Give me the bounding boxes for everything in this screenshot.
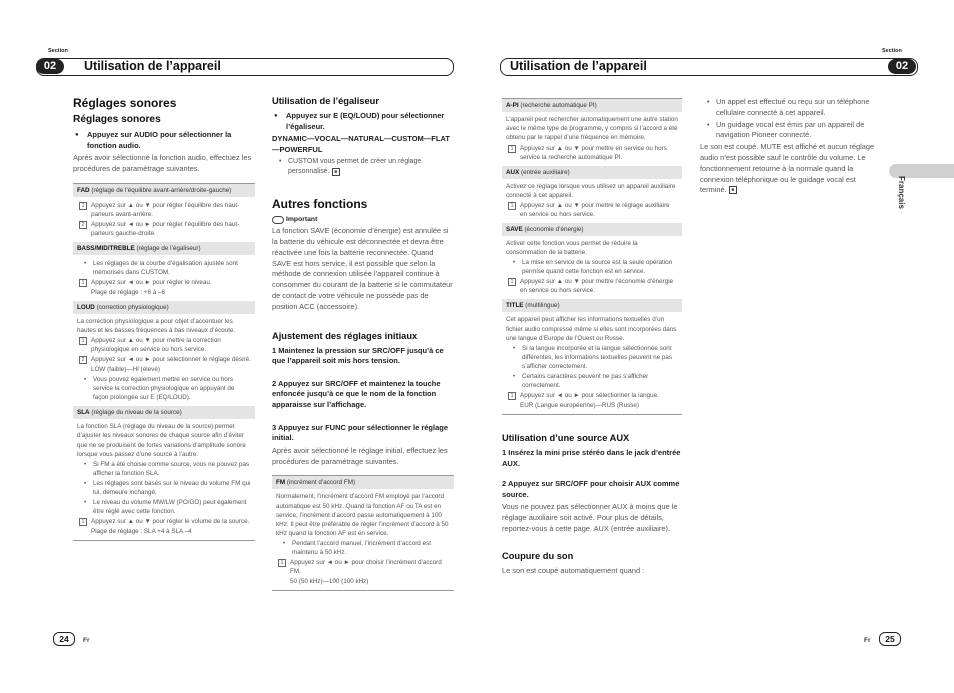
important-icon (272, 216, 284, 224)
column-2 (272, 96, 454, 595)
list-item: • Les réglages sont basés sur le niveau du volume FM qui lui, demeure inchangé. (77, 479, 251, 497)
heading-coupure-du-son: Coupure du son (502, 550, 574, 561)
page-number-right: 25 (879, 632, 901, 646)
step-item: 1 Appuyez sur ▲ ou ▼ pour mettre la correction physiologique en service ou hors service. (77, 336, 251, 354)
heading-reglages-initiaux: Ajustement des réglages initiaux (272, 330, 418, 341)
table-header: LOUD (correction physiologique) (73, 301, 255, 314)
section-label-left: Section (48, 48, 68, 54)
heading-egaliseur: Utilisation de l’égaliseur (272, 96, 379, 106)
list-item: • Les réglages de la courbe d’égalisation ajustée sont mémorisés dans CUSTOM. (77, 259, 251, 277)
table-body (73, 419, 255, 540)
table-body (502, 236, 682, 299)
sla-body: La fonction SLA (réglage du niveau de la source) permet d’ajuster les niveaux sonores de chaque source afin d’éviter que ne se produisent de fortes variations d’amplitude sonore lorsque vous passez d’une source à l’autre. (77, 423, 246, 458)
aux-body: Activez ce réglage lorsque vous utilisez un appareil auxiliaire connecté à cet appareil. (506, 182, 676, 199)
lang-code-right: Fr (864, 637, 871, 644)
table-header: FM (incrément d’accord FM) (272, 476, 454, 489)
aux-step-2: 2 Appuyez sur SRC/OFF pour choisir AUX comme source. (502, 479, 680, 499)
eq-list: DYNAMIC—VOCAL—NATURAL—CUSTOM—FLAT—POWERFUL (272, 134, 450, 154)
range-text: Plage de réglage : SLA +4 à SLA –4 (91, 528, 192, 535)
lang-code-left: Fr (83, 637, 90, 644)
heading-autres-fonctions: Autres fonctions (272, 197, 368, 212)
list-item: • Un appel est effectué ou reçu sur un téléphone cellulaire connecté à cet appareil. (700, 97, 878, 119)
step-item: 1 Appuyez sur ▲ ou ▼ pour mettre l’économie d’énergie en service ou hors service. (506, 277, 678, 295)
section-number-left: 02 (36, 59, 64, 74)
step-item: 1 Appuyez sur ▲ ou ▼ pour mettre le réglage auxiliaire en service ou hors service. (506, 201, 678, 219)
table-fm (272, 475, 454, 591)
eq-bullet: ● Appuyez sur E (EQ/LOUD) pour sélectionner l’égaliseur. (272, 111, 454, 132)
important-label: Important (272, 215, 454, 226)
list-item: • Pendant l’accord manuel, l’incrément d’accord est maintenu à 50 kHz. (276, 539, 450, 557)
column-3 (502, 98, 682, 577)
api-body: L’appareil peut rechercher automatiquement une autre station avec le même type de programme, y compris si l’accord a été obtenu par le rappel d’une fréquence en mémoire. (506, 116, 678, 142)
table-header: BASS/MID/TREBLE (réglage de l’égaliseur) (73, 242, 255, 255)
end-icon: ■ (332, 168, 340, 176)
table-header: TITLE (multilingue) (502, 299, 682, 312)
page-title-right: Utilisation de l’appareil (510, 59, 647, 73)
list-item: • Vous pouvez également mettre en service ou hors service la correction physiologique en appuyant de façon prolongée sur E (EQ/LOUD). (77, 375, 251, 402)
heading-reglages-sonores: Réglages sonores (73, 96, 177, 110)
step-item: 1 Appuyez sur ▲ ou ▼ pour régler l’équilibre des haut-parleurs avant-arrière. (77, 201, 251, 219)
list-item: • La mise en service de la source est la seule opération permise quand cette fonction est en service. (506, 258, 678, 276)
step-item: 1 Appuyez sur ◄ ou ► pour choisir l’incrément d’accord FM. (276, 558, 450, 576)
loud-body: La correction physiologique a pour objet d’accentuer les hautes et les basses fréquences à bas niveaux d’écoute. (77, 317, 236, 334)
values-text: EUR (Langue européenne)—RUS (Russe) (520, 402, 639, 410)
table-body (502, 179, 682, 223)
step-item: 2 Appuyez sur ◄ ou ► pour sélectionner le réglage désiré. (77, 355, 251, 364)
column-4 (700, 96, 878, 196)
init-step-3: 3 Appuyez sur FUNC pour sélectionner le réglage initial. (272, 422, 449, 443)
table-body (73, 255, 255, 301)
table-header: SAVE (économie d’énergie) (502, 223, 682, 236)
range-text: Plage de réglage : +6 à –6 (91, 288, 166, 296)
coupure-body: Le son est coupé automatiquement quand : (502, 565, 645, 575)
save-note: La fonction SAVE (économie d’énergie) est annulée si la batterie du véhicule est déconnectée et devra être réactivée une fois la batterie reconnectée. Quand SAVE est hors service, il est possible que selon la méthode de connexion utilisée l’appareil continue à consommer du courant de la batterie si le commutateur de contact de votre véhicule ne possède pas de position ACC (accessoire). (272, 226, 453, 311)
table-right (502, 98, 682, 415)
list-item: • Si FM a été choisie comme source, vous ne pouvez pas afficher la fonction SLA. (77, 460, 251, 478)
list-item: • Le niveau du volume MW/LW (PO/GO) peut également être réglé avec cette fonction. (77, 498, 251, 516)
levels-text: LOW (faible)—HI (élevé) (91, 366, 160, 374)
table-header: FAD (réglage de l’équilibre avant-arrière/droite-gauche) (73, 184, 255, 197)
column-1 (73, 96, 255, 545)
audio-intro: Après avoir sélectionné la fonction audio, effectuez les procédures de paramétrage suivantes. (73, 153, 252, 173)
init-body: Après avoir sélectionné le réglage initial, effectuez les procédures de paramétrage suivantes. (272, 445, 448, 466)
table-body (502, 312, 682, 414)
audio-bullet: ● Appuyez sur AUDIO pour sélectionner la fonction audio. (73, 130, 255, 151)
heading-source-aux: Utilisation d’une source AUX (502, 433, 630, 444)
list-item: • Certains caractères peuvent ne pas s’afficher correctement. (506, 372, 678, 390)
init-step-1: 1 Maintenez la pression sur SRC/OFF jusqu’à ce que l’appareil soit mis hors tension. (272, 345, 444, 366)
fm-body: Normalement, l’incrément d’accord FM employé par l’accord automatique est 50 kHz. Quand la fonction AF ou TA est en service, l’incrément d’accord passe automatiquement à 100 kHz. Il peut être préférable de régler l’incrément d’accord à 50 kHz quand la fonction AF est en service. (276, 493, 449, 538)
list-item: • Si la langue incorporée et la langue sélectionnée sont différentes, les informations textuelles peuvent ne pas s’afficher correctement. (506, 344, 678, 371)
section-number-right: 02 (888, 59, 916, 74)
step-item: 1 Appuyez sur ▲ ou ▼ pour régler le volume de la source. (77, 517, 251, 526)
table-body (272, 489, 454, 590)
eq-sub: • CUSTOM vous permet de créer un réglage personnalisé. ■ (272, 157, 454, 177)
page-title-left: Utilisation de l’appareil (84, 59, 221, 73)
save-body: Activer cette fonction vous permet de réduire la consommation de la batterie. (506, 240, 638, 257)
values-text: 50 (50 kHz)—100 (100 kHz) (290, 578, 369, 586)
table-header: A-PI (recherche automatique PI) (502, 99, 682, 112)
table-fad (73, 183, 255, 541)
table-body (73, 314, 255, 406)
end-icon: ■ (729, 186, 737, 194)
language-label: Français (897, 176, 906, 209)
section-label-right: Section (882, 48, 902, 54)
table-body (502, 112, 682, 166)
mute-body: Le son est coupé. MUTE est affiché et aucun réglage audio n’est possible sauf le contrôle du volume. Le fonctionnement retourne à la normale quand la connexion téléphonique ou le guidage vocal est terminé. ■ (700, 142, 875, 195)
step-item: 1 Appuyez sur ▲ ou ▼ pour mettre en service ou hors service la recherche automatique PI. (506, 144, 678, 162)
table-body (73, 197, 255, 242)
page-number-left: 24 (53, 632, 75, 646)
subheading-reglages-sonores: Réglages sonores (73, 114, 161, 125)
table-header: SLA (réglage du niveau de la source) (73, 406, 255, 419)
step-item: 2 Appuyez sur ◄ ou ► pour régler l’équilibre des haut-parleurs gauche-droite. (77, 220, 251, 238)
list-item: • Un guidage vocal est émis par un appareil de navigation Pioneer connecté. (700, 120, 878, 142)
aux-note: Vous ne pouvez pas sélectionner AUX à moins que le réglage auxiliaire soit activé. Pour plus de détails, reportez-vous à cette page. AUX (entrée auxiliaire). (502, 502, 678, 533)
init-step-2: 2 Appuyez sur SRC/OFF et maintenez la touche enfoncée jusqu’à ce que le nom de la fonction apparaisse sur l’affichage. (272, 378, 441, 409)
aux-step-1: 1 Insérez la mini prise stéréo dans le jack d’entrée AUX. (502, 448, 681, 468)
step-item: 1 Appuyez sur ◄ ou ► pour régler le niveau. (77, 278, 251, 287)
table-header: AUX (entrée auxiliaire) (502, 166, 682, 179)
title-body: Cet appareil peut afficher les informations textuelles d’un fichier audio compressé même si elles sont incorporées dans une langue d’Europe de l’Ouest ou Russe. (506, 316, 677, 342)
step-item: 1 Appuyez sur ◄ ou ► pour sélectionner la langue. (506, 391, 678, 400)
